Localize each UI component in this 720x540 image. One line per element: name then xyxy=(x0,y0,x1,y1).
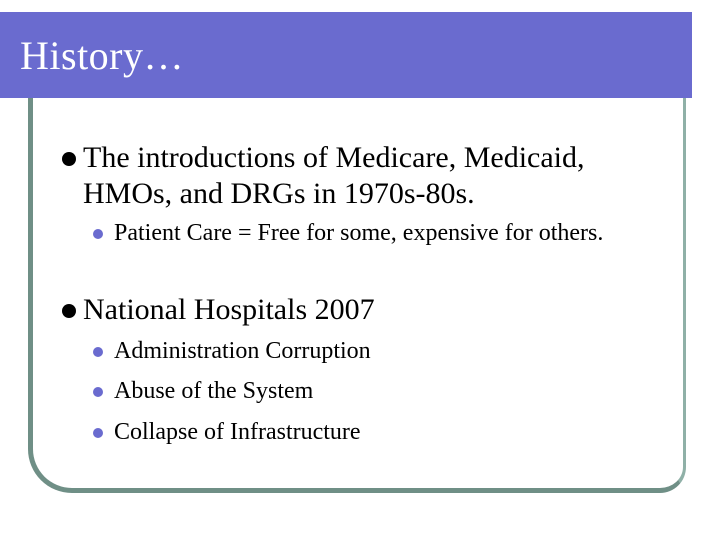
sub-bullet-2-2-text: Abuse of the System xyxy=(114,378,314,404)
slide-title: History… xyxy=(20,33,184,78)
bullet-1-text: The introductions of Medicare, Medicaid, HMOs, and DRGs in 1970s-80s. xyxy=(83,141,585,210)
sub-bullet-dot-icon xyxy=(93,229,103,239)
sub-bullet-dot-icon xyxy=(93,347,103,357)
bullet-dot-icon xyxy=(62,152,76,166)
sub-bullet-dot-icon xyxy=(93,428,103,438)
bullet-dot-icon xyxy=(62,304,76,318)
bullet-2-text: National Hospitals 2007 xyxy=(83,293,375,326)
sub-bullet-dot-icon xyxy=(93,387,103,397)
sub-bullet-2-3-text: Collapse of Infrastructure xyxy=(114,419,361,445)
sub-bullet-2-1-text: Administration Corruption xyxy=(114,338,371,364)
sub-bullet-1-1-text: Patient Care = Free for some, expensive for others. xyxy=(114,220,604,246)
